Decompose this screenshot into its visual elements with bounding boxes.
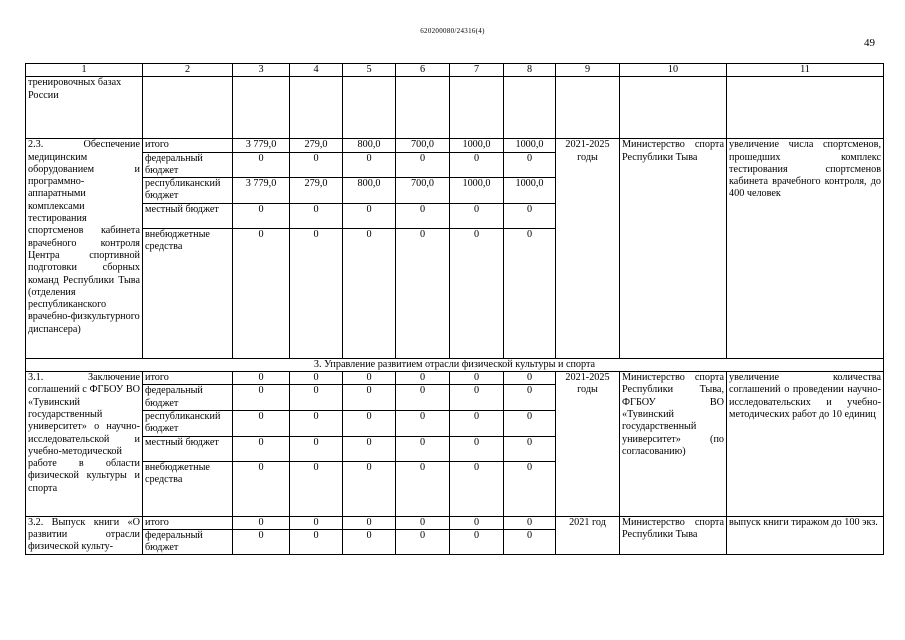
funding-value: 0 [450, 516, 504, 529]
funding-value: 0 [504, 436, 556, 461]
funding-value: 0 [343, 410, 396, 436]
funding-value: 0 [504, 385, 556, 411]
funding-source: внебюджетные средства [143, 228, 233, 358]
column-number: 9 [556, 64, 620, 77]
funding-value: 700,0 [396, 178, 450, 204]
funding-value: 0 [233, 461, 290, 516]
funding-value: 0 [450, 203, 504, 228]
table-cell [556, 77, 620, 139]
funding-value: 0 [290, 461, 343, 516]
section-row [26, 358, 884, 371]
table-cell [343, 77, 396, 139]
funding-value: 3 779,0 [233, 178, 290, 204]
table-cell [620, 77, 727, 139]
funding-value: 0 [450, 529, 504, 555]
funding-value: 0 [290, 436, 343, 461]
funding-value: 0 [233, 410, 290, 436]
column-number: 10 [620, 64, 727, 77]
funding-source: федеральный бюджет [143, 529, 233, 555]
executor: Министерство спорта Республики Тыва [620, 516, 727, 555]
funding-source: местный бюджет [143, 436, 233, 461]
column-number: 8 [504, 64, 556, 77]
funding-source: итого [143, 372, 233, 385]
funding-value: 0 [343, 152, 396, 178]
funding-value: 0 [343, 436, 396, 461]
funding-value: 0 [504, 152, 556, 178]
table-cell [233, 77, 290, 139]
funding-value: 0 [396, 372, 450, 385]
funding-value: 0 [396, 385, 450, 411]
table-cell [143, 77, 233, 139]
funding-value: 0 [396, 529, 450, 555]
funding-value: 1000,0 [450, 139, 504, 152]
funding-source: федеральный бюджет [143, 385, 233, 411]
funding-source: итого [143, 516, 233, 529]
table-row [26, 372, 884, 385]
funding-value: 0 [290, 228, 343, 358]
funding-value: 0 [290, 410, 343, 436]
funding-source: внебюджетные средства [143, 461, 233, 516]
funding-source: федеральный бюджет [143, 152, 233, 178]
funding-value: 0 [233, 436, 290, 461]
header-row [26, 64, 884, 77]
funding-value: 0 [233, 203, 290, 228]
funding-value: 0 [450, 436, 504, 461]
table-cell [450, 77, 504, 139]
funding-value: 0 [396, 516, 450, 529]
column-number: 3 [233, 64, 290, 77]
funding-value: 0 [396, 203, 450, 228]
funding-value: 0 [450, 385, 504, 411]
funding-value: 1000,0 [450, 178, 504, 204]
measure-name: 3.1. Заключение соглашений с ФГБОУ ВО «Тувинский государственный университет» о научно-исследовательской и учебно-методической работе в области физической культуры и спорта [26, 372, 143, 516]
funding-source: местный бюджет [143, 203, 233, 228]
funding-value: 279,0 [290, 139, 343, 152]
funding-value: 0 [290, 516, 343, 529]
table-cell [396, 77, 450, 139]
executor: Министерство спорта Республики Тыва, ФГБОУ ВО «Тувинский государственный университет» (по согласованию) [620, 372, 727, 516]
funding-value: 0 [396, 436, 450, 461]
executor: Министерство спорта Республики Тыва [620, 139, 727, 358]
funding-value: 0 [504, 228, 556, 358]
funding-value: 0 [450, 152, 504, 178]
funding-source: республиканский бюджет [143, 410, 233, 436]
funding-value: 0 [343, 516, 396, 529]
funding-value: 0 [343, 529, 396, 555]
funding-source: итого [143, 139, 233, 152]
funding-value: 0 [396, 461, 450, 516]
column-number: 6 [396, 64, 450, 77]
funding-value: 0 [504, 372, 556, 385]
column-number: 2 [143, 64, 233, 77]
funding-value: 0 [504, 461, 556, 516]
funding-value: 0 [343, 385, 396, 411]
table-row [26, 516, 884, 529]
table-cell [727, 77, 884, 139]
funding-value: 0 [290, 203, 343, 228]
table-cell [290, 77, 343, 139]
expected-result: увеличение количества соглашений о проведении научно-исследовательских и учебно-методических работ до 10 единиц [727, 372, 884, 516]
funding-value: 0 [450, 228, 504, 358]
funding-value: 279,0 [290, 178, 343, 204]
funding-value: 0 [504, 529, 556, 555]
column-number: 11 [727, 64, 884, 77]
funding-value: 1000,0 [504, 139, 556, 152]
funding-value: 0 [450, 372, 504, 385]
funding-value: 800,0 [343, 178, 396, 204]
expected-result: выпуск книги тиражом до 100 экз. [727, 516, 884, 555]
program-table [25, 63, 884, 555]
funding-value: 0 [233, 372, 290, 385]
funding-value: 0 [396, 228, 450, 358]
funding-value: 0 [233, 516, 290, 529]
funding-source: республиканский бюджет [143, 178, 233, 204]
column-number: 7 [450, 64, 504, 77]
measure-name: тренировочных базах России [26, 77, 143, 139]
document-id: 620200080/24316(4) [420, 27, 485, 35]
funding-value: 0 [504, 203, 556, 228]
funding-value: 0 [504, 410, 556, 436]
expected-result: увеличение числа спортсменов, прошедших комплекс тестирования спортсменов кабинета врачебного контроля, до 400 человек [727, 139, 884, 358]
funding-value: 0 [396, 152, 450, 178]
funding-value: 0 [343, 372, 396, 385]
period: 2021-2025 годы [556, 139, 620, 358]
funding-value: 800,0 [343, 139, 396, 152]
column-number: 5 [343, 64, 396, 77]
funding-value: 0 [504, 516, 556, 529]
table-body [26, 64, 884, 555]
funding-value: 1000,0 [504, 178, 556, 204]
table-row [26, 139, 884, 152]
funding-value: 0 [396, 410, 450, 436]
period: 2021 год [556, 516, 620, 555]
funding-value: 0 [343, 203, 396, 228]
page-number: 49 [864, 37, 875, 49]
funding-value: 0 [343, 228, 396, 358]
section-title: 3. Управление развитием отрасли физической культуры и спорта [26, 358, 884, 371]
funding-value: 0 [233, 152, 290, 178]
funding-value: 0 [233, 228, 290, 358]
table-cell [504, 77, 556, 139]
funding-value: 0 [290, 529, 343, 555]
funding-value: 0 [290, 385, 343, 411]
funding-value: 0 [233, 529, 290, 555]
table-row [26, 77, 884, 139]
funding-value: 700,0 [396, 139, 450, 152]
funding-value: 0 [450, 461, 504, 516]
funding-value: 0 [343, 461, 396, 516]
funding-value: 0 [450, 410, 504, 436]
funding-value: 0 [290, 152, 343, 178]
measure-name: 3.2. Выпуск книги «О развитии отрасли физической культу- [26, 516, 143, 555]
period: 2021-2025 годы [556, 372, 620, 516]
measure-name: 2.3. Обеспечение медицинским оборудованием и программно-аппаратными комплексами тестирования спортсменов кабинета врачебного контроля Центра спортивной подготовки сборных команд Республики Тыва (отделения республиканского врачебно-физкультурного диспансера) [26, 139, 143, 358]
column-number: 4 [290, 64, 343, 77]
funding-value: 0 [233, 385, 290, 411]
column-number: 1 [26, 64, 143, 77]
funding-value: 0 [290, 372, 343, 385]
funding-value: 3 779,0 [233, 139, 290, 152]
